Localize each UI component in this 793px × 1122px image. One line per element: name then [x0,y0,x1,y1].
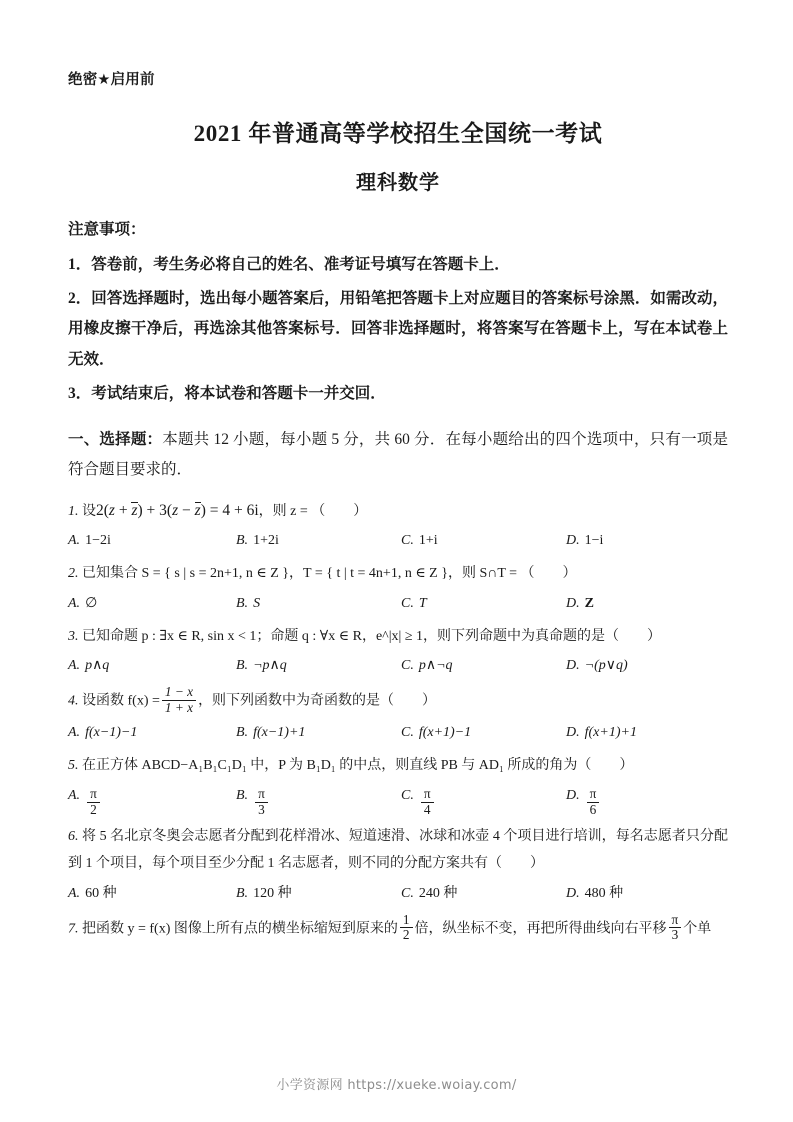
question-3-options [68,652,728,680]
notice-item-1: 1．答卷前，考生务必将自己的姓名、准考证号填写在答题卡上． [68,256,510,273]
section-label: 一、选择题： [68,431,163,449]
question-4-fraction: $\frac{1 - x}{1 + x}$ [162,685,196,716]
question-5-text: 在正方体 ABCD−A₁B₁C₁D₁ 中，P 为 B₁D₁ 的中点，则直线 PB 与 AD₁ 所成的角为（ ） [82,758,634,774]
question-7-part2: 倍，纵坐标不变，再把所得曲线向右平移 [414,921,667,937]
question-7-fraction-2: $\frac{\pi}{3}$ [669,913,682,944]
question-4-option-d[interactable]: D. f(x+1)+1 [566,725,637,741]
page-title: 2021 年普通高等学校招生全国统一考试 [193,121,603,146]
question-4-suffix: ，则下列函数中为奇函数的是（ ） [198,693,437,709]
question-1-option-a[interactable]: A. 1−2i [68,533,111,549]
question-3-number: 3. [68,628,79,644]
question-6-option-c[interactable]: C. 240 种 [401,885,458,901]
watermark: 小学资源网 https://xueke.woiay.com/ [276,1078,517,1093]
question-5-option-b[interactable]: B. $\frac{\pi}{3}$ [236,782,401,819]
question-3-option-d[interactable]: D. ¬(p∨q) [566,658,628,674]
question-2-number: 2. [68,566,79,582]
question-1-formula: 2(z + z) + 3(z − z) = 4 + 6i [96,501,259,519]
question-2-options [68,590,728,618]
question-7 [68,911,728,945]
notice-item-3: 3．考试结束后，将本试卷和答题卡一并交回． [68,384,386,402]
question-5-stem [68,753,728,780]
question-2-option-d[interactable]: D. Z [566,595,594,611]
question-4-number: 4. [68,693,79,709]
question-2-option-b[interactable]: B. S [236,595,261,611]
question-3-stem [68,624,728,651]
question-7-part1: 把函数 y = f(x) 图像上所有点的横坐标缩短到原来的 [82,921,398,937]
question-1-number: 1. [68,503,79,519]
question-4-option-b[interactable]: B. f(x−1)+1 [236,725,306,741]
question-5-number: 5. [68,758,79,774]
question-6-option-d[interactable]: D. 480 种 [566,885,624,901]
question-6-stem [68,824,728,877]
question-3 [68,624,728,681]
question-4-options [68,719,728,747]
question-2-option-a[interactable]: A. ∅ [68,595,98,611]
page-content [68,68,728,950]
question-3-option-c[interactable]: C. p∧¬q [401,658,453,674]
section-heading [68,425,728,485]
question-5-option-d[interactable]: D. $\frac{\pi}{6}$ [566,782,726,819]
question-3-text: 已知命题 p : ∃x ∈ R, sin x < 1；命题 q : ∀x ∈ R，e^|x| ≥ 1，则下列命题中为真命题的是（ ） [82,628,662,644]
question-6-option-b[interactable]: B. 120 种 [236,885,292,901]
section-text: 本题共 12 小题，每小题 5 分，共 60 分．在每小题给出的四个选项中，只有一项是符合题目要求的． [68,431,728,479]
question-7-stem [68,911,728,945]
question-4-option-c[interactable]: C. f(x+1)−1 [401,725,472,741]
question-5-option-a[interactable]: A. $\frac{\pi}{2}$ [68,782,236,819]
question-5 [68,753,728,818]
notice-heading: 注意事项： [68,221,146,238]
question-6-number: 6. [68,829,79,845]
question-1-options [68,527,728,555]
question-6-text: 将 5 名北京冬奥会志愿者分配到花样滑冰、短道速滑、冰球和冰壶 4 个项目进行培训，每名志愿者只分配到 1 个项目，每个项目至少分配 1 名志愿者，则不同的分配方案共有（ ） [68,829,729,872]
question-1-stem [68,496,728,526]
question-4-stem [68,686,728,717]
question-1-option-d[interactable]: D. 1−i [566,533,604,549]
question-2-option-c[interactable]: C. T [401,595,427,611]
question-1 [68,496,728,556]
question-3-option-b[interactable]: B. ¬p∧q [236,658,287,674]
question-5-option-c[interactable]: C. $\frac{\pi}{4}$ [401,782,566,819]
question-1-option-c[interactable]: C. 1+i [401,533,438,549]
question-3-option-a[interactable]: A. p∧q [68,658,110,674]
question-4 [68,686,728,747]
question-4-prefix: 设函数 f(x) = [82,693,160,709]
question-7-part3: 个单 [683,921,712,937]
subject-title: 理科数学 [356,172,440,194]
question-6 [68,824,728,907]
question-1-suffix: ，则 z = （ ） [258,503,368,519]
question-2-text: 已知集合 S = { s | s = 2n+1, n ∈ Z }，T = { t | t = 4n+1, n ∈ Z }，则 S∩T = （ ） [82,566,577,582]
question-2 [68,561,728,618]
question-7-fraction-1: $\frac{1}{2}$ [400,913,413,944]
question-1-option-b[interactable]: B. 1+2i [236,533,279,549]
secret-notice: 绝密★启用前 [68,72,155,88]
question-6-option-a[interactable]: A. 60 种 [68,885,117,901]
question-6-options [68,880,728,908]
question-4-option-a[interactable]: A. f(x−1)−1 [68,725,138,741]
question-2-stem [68,561,728,588]
question-5-options [68,782,728,819]
question-1-prefix: 设 [82,503,96,519]
question-7-number: 7. [68,921,79,937]
notice-item-2: 2．回答选择题时，选出每小题答案后，用铅笔把答题卡上对应题目的答案标号涂黑．如需改动，用橡皮擦干净后，再选涂其他答案标号．回答非选择题时，将答案写在答题卡上，写在本试卷上无效． [68,290,728,368]
